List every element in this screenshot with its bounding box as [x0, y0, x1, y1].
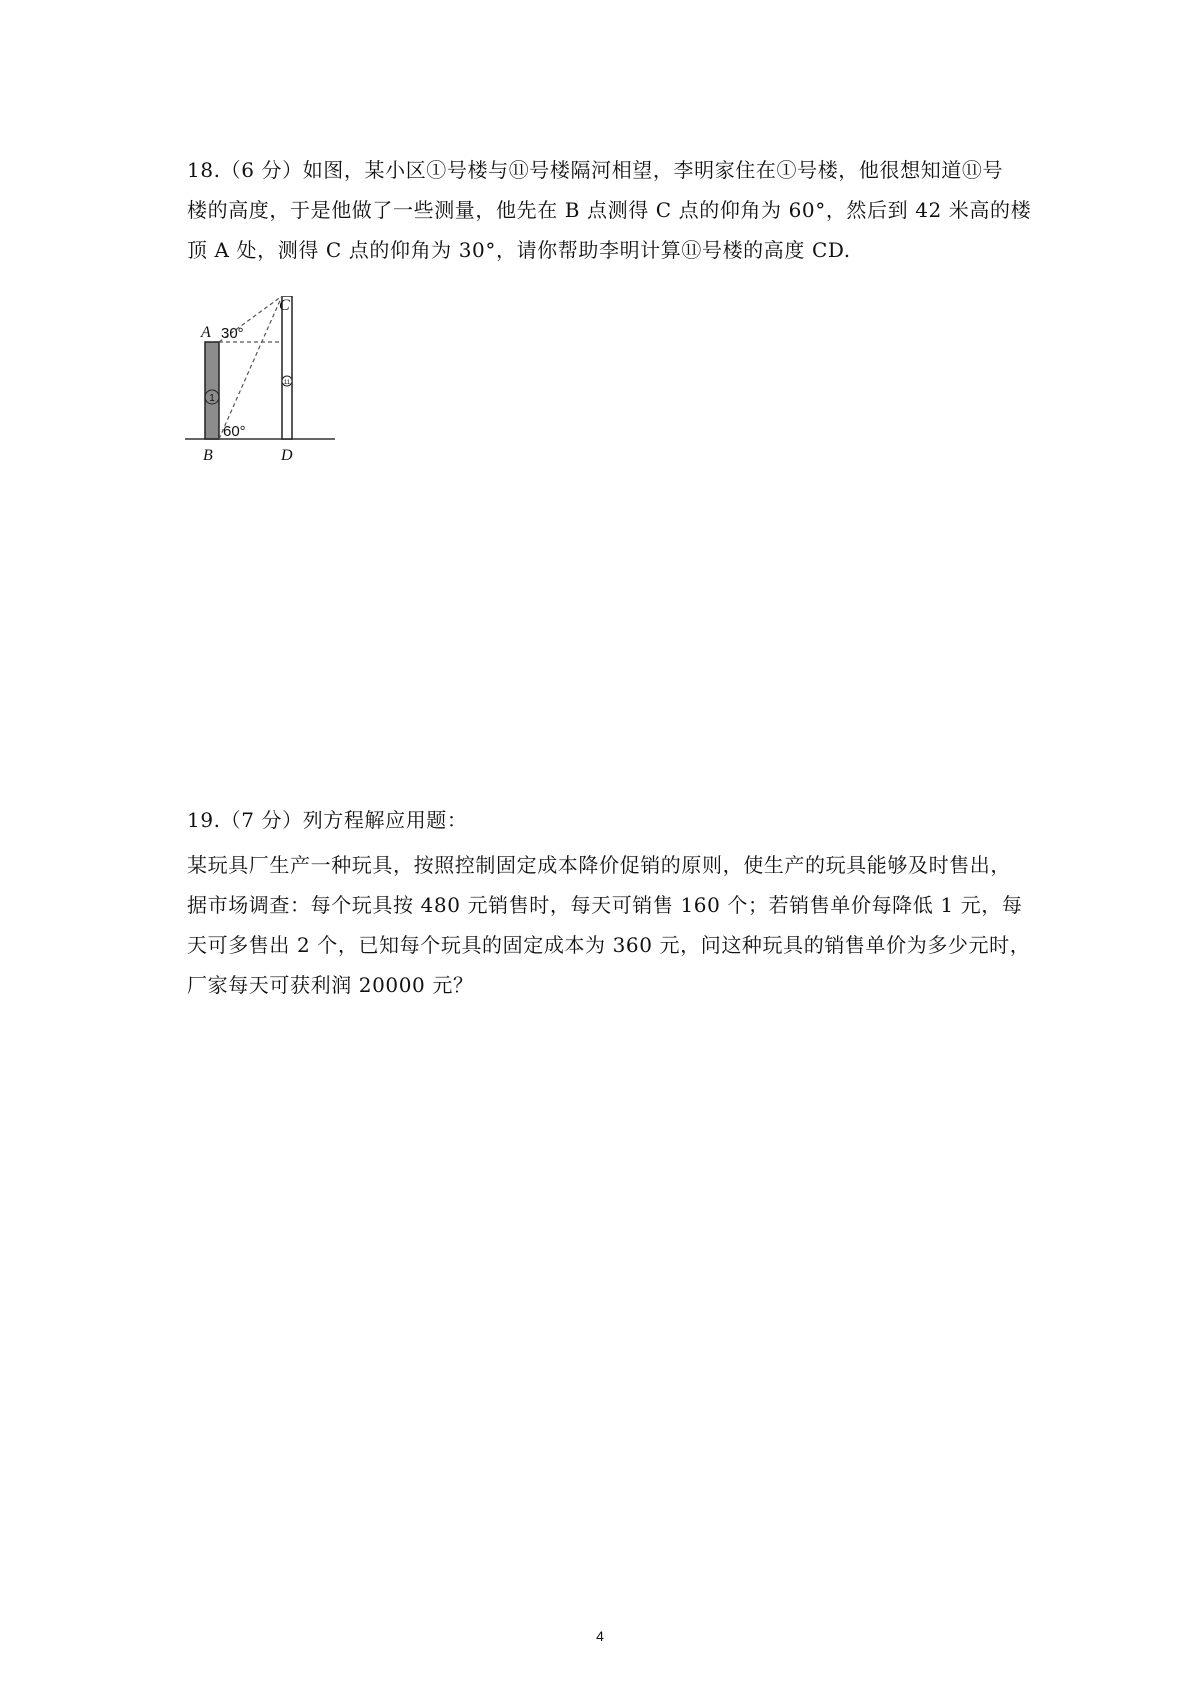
question-18-line: 楼的高度，于是他做了一些测量，他先在 B 点测得 C 点的仰角为 60°，然后到 42 米高的楼 [187, 198, 1032, 222]
point-a-label: A [201, 324, 211, 341]
question-19-heading-text: 19.（7 分）列方程解应用题： [187, 808, 468, 832]
question-19-line: 某玩具厂生产一种玩具，按照控制固定成本降价促销的原则，使生产的玩具能够及时售出， [187, 853, 1011, 877]
point-d-label: D [281, 447, 293, 464]
question-19-line: 天可多售出 2 个，已知每个玩具的固定成本为 360 元，问这种玩具的销售单价为多少元时， [187, 933, 1031, 957]
angle-60-label: 60° [223, 423, 246, 440]
building-1-mark: 1 [209, 393, 215, 404]
point-b-label: B [203, 447, 213, 464]
question-19-text [187, 845, 1031, 1005]
buildings-figure [185, 296, 375, 511]
sight-line-b-to-c [219, 296, 282, 439]
building-11 [282, 296, 292, 439]
page-number: 4 [596, 1628, 604, 1644]
question-19-heading [187, 800, 1027, 840]
question-18-text [187, 150, 1032, 270]
building-11-mark: 11 [283, 380, 291, 386]
question-19-line: 据市场调查：每个玩具按 480 元销售时，每天可销售 160 个；若销售单价每降低 1 元，每 [187, 893, 1023, 917]
question-18-line: 顶 A 处，测得 C 点的仰角为 30°，请你帮助李明计算⑪号楼的高度 CD. [187, 238, 851, 262]
point-c-label: C [279, 297, 290, 314]
question-18-line: 18.（6 分）如图，某小区①号楼与⑪号楼隔河相望，李明家住在①号楼，他很想知道⑪号 [187, 158, 1004, 182]
angle-30-label: 30° [221, 325, 244, 342]
question-19-line: 厂家每天可获利润 20000 元？ [187, 973, 474, 997]
